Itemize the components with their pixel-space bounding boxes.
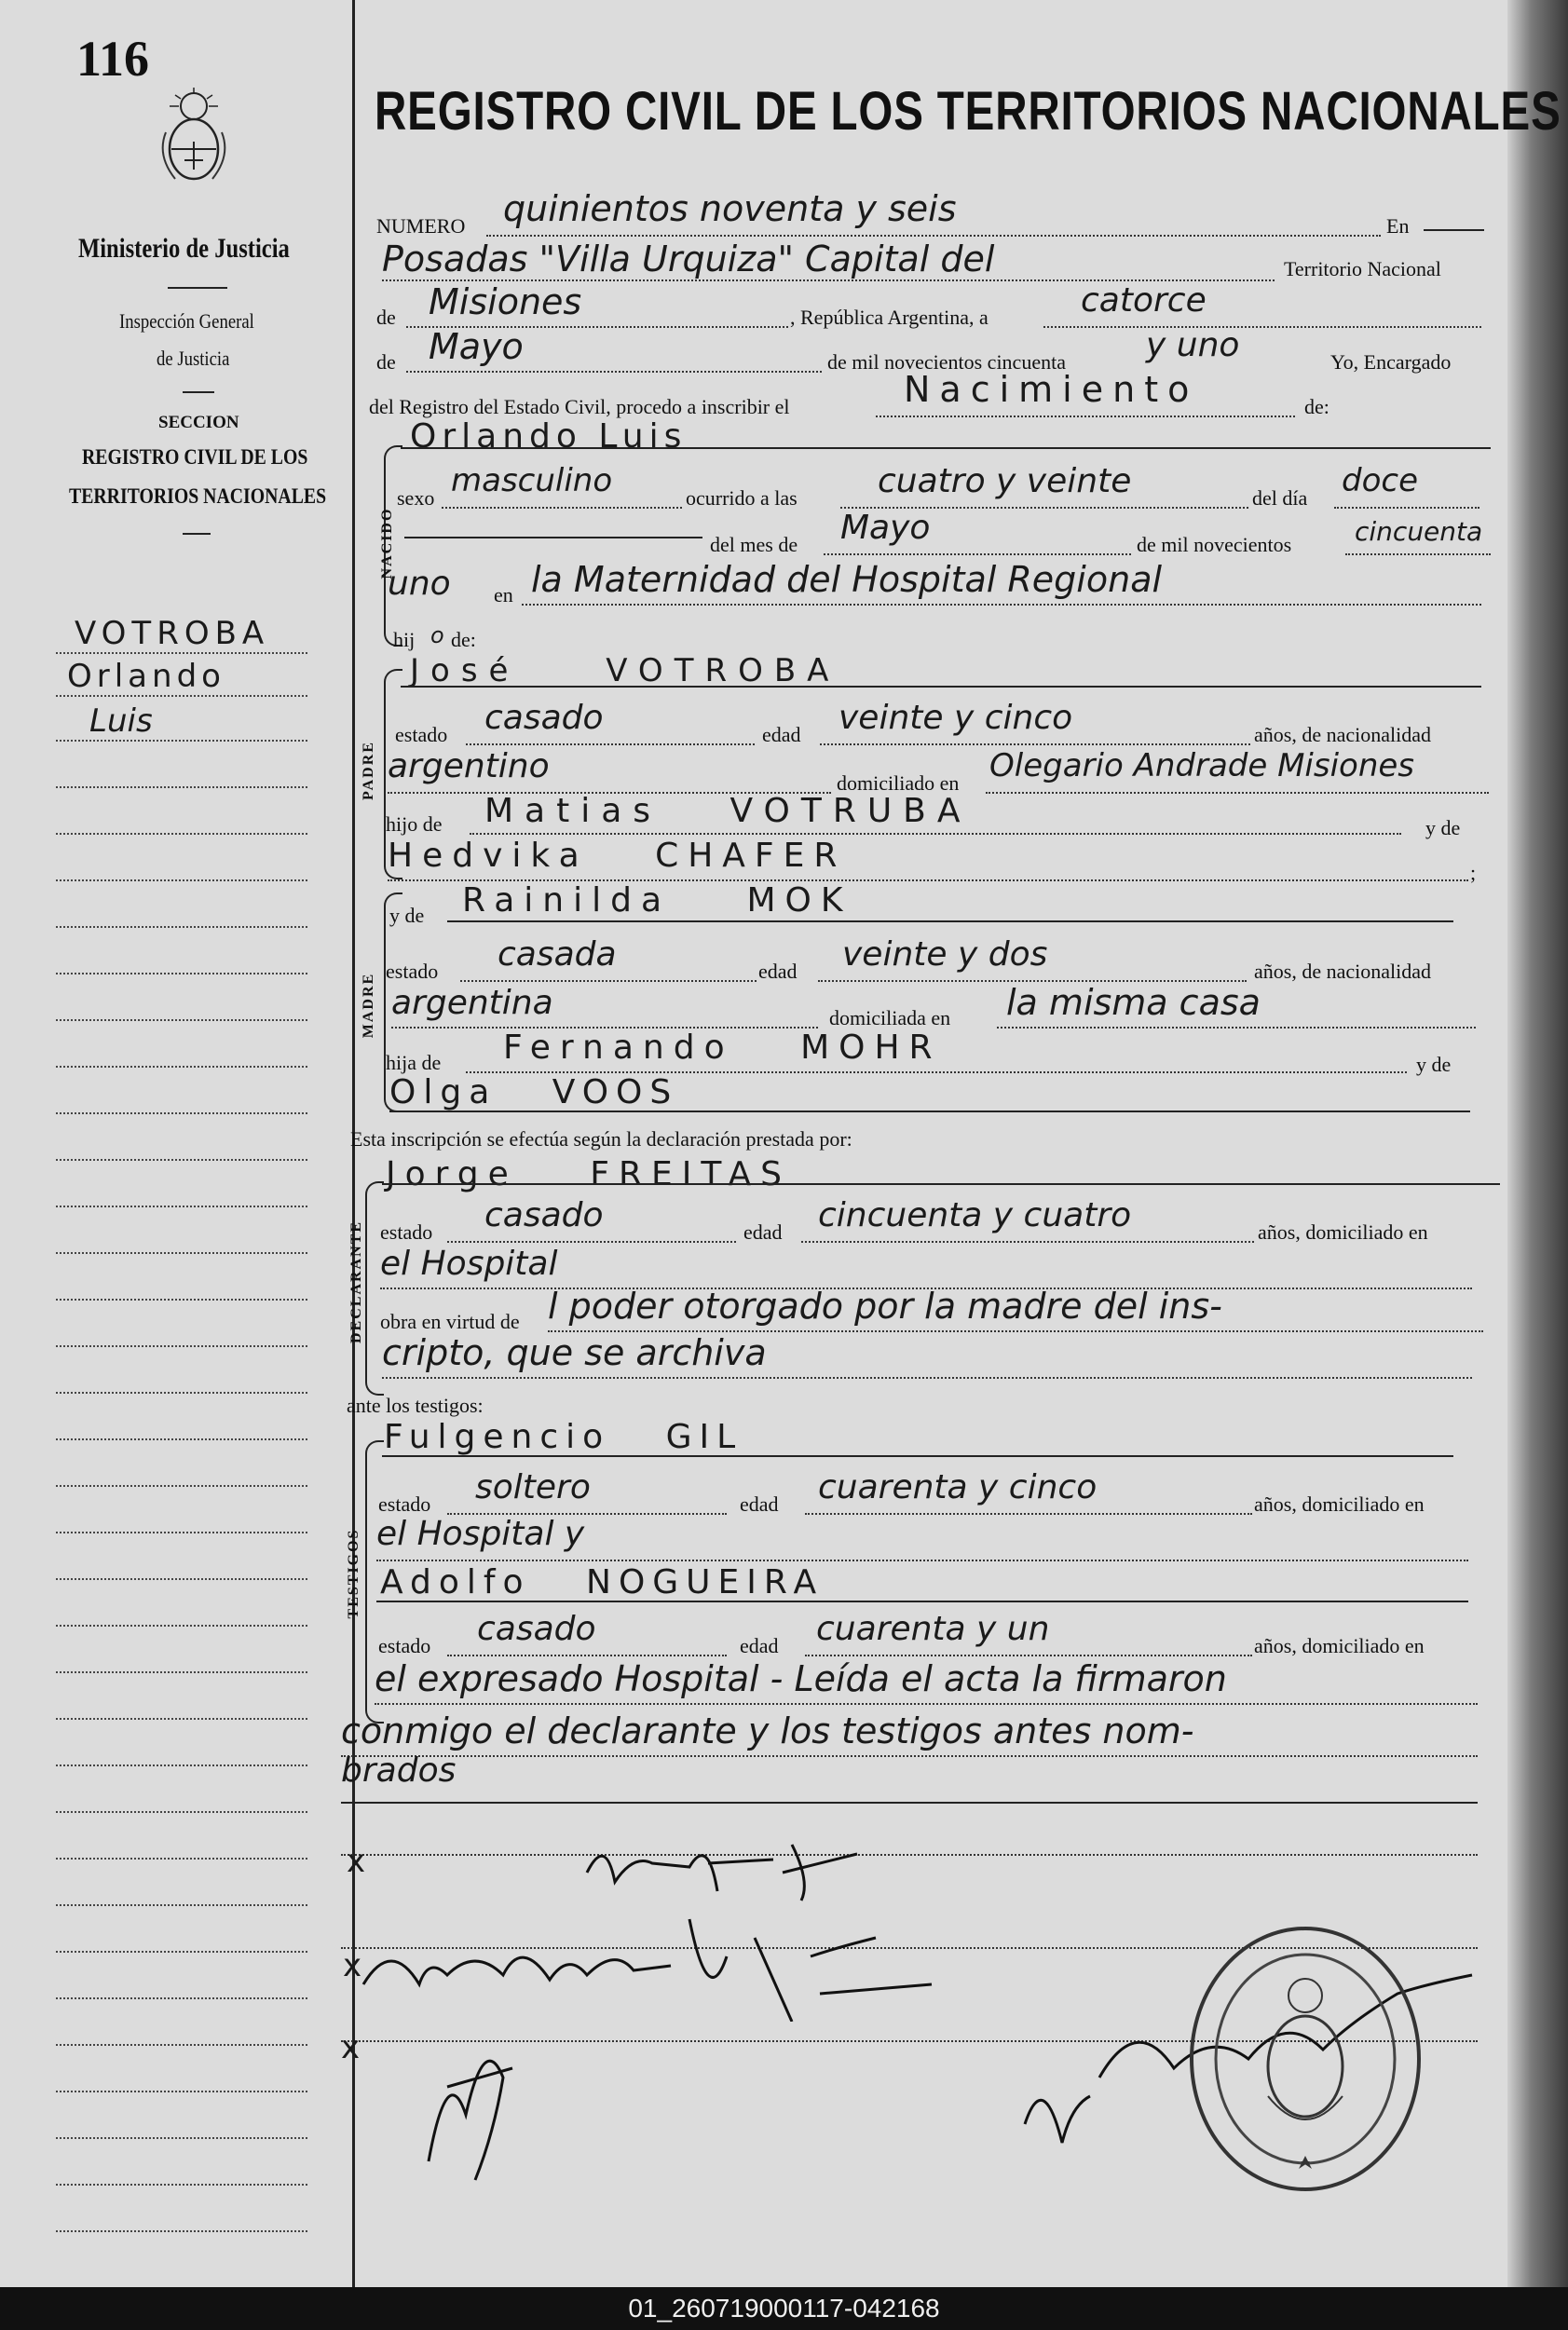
t2-edad-label: edad [740, 1634, 779, 1657]
padre-estado-label: estado [395, 723, 448, 746]
signature-testigo-2 [391, 2003, 540, 2189]
sig-mark-1: x [347, 1843, 366, 1880]
nacido-name: Orlando Luis [410, 417, 688, 456]
obra-value-2: cripto, que se archiva [382, 1332, 767, 1373]
padre-yde: y de [1425, 816, 1461, 839]
t1-edad-label: edad [740, 1492, 779, 1516]
signature-declarante [578, 1826, 876, 1910]
testigos-label: ante los testigos: [347, 1394, 484, 1417]
margin-ruled-line [56, 1671, 307, 1673]
t1-estado: soltero [475, 1468, 591, 1506]
declarante-name: Jorge FREITAS [386, 1155, 792, 1193]
margin-given-name: Orlando [67, 658, 225, 695]
t1-domicilio: el Hospital y [376, 1515, 585, 1553]
margin-ruled-line [56, 695, 307, 697]
obra-value: l poder otorgado por la madre del ins- [548, 1286, 1222, 1327]
declarante-estado: casado [484, 1196, 604, 1234]
margin-surname: VOTROBA [75, 615, 270, 652]
nac-dia-value: doce [1342, 462, 1418, 499]
margin-ruled-line [56, 1625, 307, 1627]
margin-given-name-2: Luis [89, 702, 153, 740]
padre-edad-label: edad [762, 723, 801, 746]
inspection-rule [183, 391, 214, 393]
padre-side-label: PADRE [361, 741, 376, 800]
t1-dom-line [376, 1560, 1468, 1561]
declarante-dom-label: años, domiciliado en [1258, 1220, 1428, 1244]
acto-line [876, 416, 1295, 417]
padre-nacionalidad: argentino [388, 747, 550, 785]
margin-ruled-line [56, 2091, 307, 2092]
sig-rule-1 [341, 1854, 1478, 1856]
margin-ruled-line [56, 1811, 307, 1813]
declaracion-label: Esta inscripción se efectúa según la declaración prestada por: [350, 1127, 852, 1151]
madre-nacionalidad: argentina [391, 984, 553, 1022]
hijo-label: hij [393, 628, 416, 651]
t2-name-line [376, 1601, 1468, 1602]
ministry-rule [168, 287, 227, 289]
numero-line [486, 235, 1381, 237]
madre-name: Rainilda MOK [462, 881, 852, 920]
padre-madre: Hedvika CHAFER [388, 837, 847, 875]
mil-novecientos-label: de mil novecientos cincuenta [827, 350, 1066, 374]
footer-id: 01_260719000117-042168 [0, 2287, 1568, 2330]
t2-estado-label: estado [378, 1634, 431, 1657]
margin-ruled-line [56, 1345, 307, 1347]
numero-value: quinientos noventa y seis [503, 188, 957, 229]
nac-dia-line [1334, 507, 1479, 509]
nacido-name-line [401, 447, 1491, 449]
mes-value: Mayo [429, 326, 524, 367]
margin-ruled-line [56, 1206, 307, 1207]
margin-ruled-line [56, 833, 307, 835]
sexo-value: masculino [451, 462, 613, 499]
padre-estado-line [466, 743, 755, 745]
declarante-estado-label: estado [380, 1220, 433, 1244]
t2-dom-label: años, domiciliado en [1254, 1634, 1425, 1657]
inspection-label-2: de Justicia [157, 347, 230, 370]
lugar-value: Posadas "Villa Urquiza" Capital del [382, 238, 995, 279]
padre-padre: Matias VOTRUBA [484, 792, 972, 830]
inspection-label-1: Inspección General [119, 309, 254, 333]
nac-lugar-line [522, 604, 1481, 606]
declarante-edad-line [801, 1241, 1254, 1243]
padre-hijo-label: hijo de [386, 812, 443, 836]
declarante-estado-line [447, 1241, 736, 1243]
padre-semi: ; [1470, 861, 1477, 884]
section-label-2: REGISTRO CIVIL DE LOS [82, 445, 308, 469]
de2-label: de [376, 350, 396, 374]
madre-padre: Fernando MOHR [503, 1029, 942, 1067]
declarante-name-line [382, 1183, 1500, 1185]
sig-mark-3: x [341, 2029, 361, 2066]
section-label: SECCION [158, 413, 239, 432]
padre-padre-line [470, 833, 1401, 835]
document-title: REGISTRO CIVIL DE LOS TERRITORIOS NACIONALES [375, 81, 1561, 142]
territorio-label: Territorio Nacional [1284, 257, 1441, 280]
mes-line [406, 371, 822, 373]
del-dia-label: del día [1252, 486, 1308, 510]
en-label: En [1386, 214, 1410, 238]
margin-ruled-line [56, 926, 307, 928]
madre-estado-line [460, 980, 757, 982]
nac-lugar-value: la Maternidad del Hospital Regional [531, 559, 1163, 600]
madre-dom-label: domiciliada en [829, 1006, 951, 1029]
closing-line-2-rule [341, 1802, 1478, 1804]
margin-ruled-line [56, 1392, 307, 1394]
numero-label: NUMERO [376, 214, 466, 238]
margin-ruled-line [56, 786, 307, 788]
padre-name-line [401, 686, 1481, 688]
nac-anio2-value: uno [388, 565, 451, 603]
t1-edad: cuarenta y cinco [818, 1468, 1098, 1506]
margin-ruled-line [56, 2230, 307, 2232]
section-label-3: TERRITORIOS NACIONALES [69, 484, 327, 508]
madre-domicilio: la misma casa [1006, 982, 1261, 1023]
margin-ruled-line [56, 1066, 307, 1068]
madre-madre-line [389, 1110, 1470, 1112]
padre-dom-line [986, 792, 1489, 794]
margin-ruled-line [56, 1718, 307, 1720]
madre-edad-label: edad [758, 960, 798, 983]
de3-label: de: [1304, 395, 1329, 418]
dia-value: catorce [1081, 281, 1207, 320]
madre-dom-line [997, 1027, 1476, 1029]
declarante-edad-label: edad [743, 1220, 783, 1244]
section-rule [183, 533, 211, 535]
ocurrido-label: ocurrido a las [686, 486, 798, 510]
margin-ruled-line [56, 1765, 307, 1766]
madre-nac-label: años, de nacionalidad [1254, 960, 1431, 983]
territorio-value: Misiones [429, 281, 582, 322]
sig-mark-2: x [343, 1947, 362, 1984]
nac-mes-value: Mayo [840, 509, 931, 547]
declarante-edad: cincuenta y cuatro [818, 1196, 1132, 1234]
declarante-side-label: DECLARANTE [348, 1220, 364, 1343]
margin-ruled-line [56, 1951, 307, 1953]
nac-anio-value: cincuenta [1355, 516, 1483, 547]
madre-estado: casada [498, 935, 617, 974]
closing-line-1-rule [341, 1755, 1478, 1757]
madre-side-label: MADRE [361, 972, 376, 1039]
margin-ruled-line [56, 1252, 307, 1254]
coat-of-arms-icon [157, 86, 231, 188]
t2-estado: casado [477, 1610, 596, 1648]
official-seal-icon [1179, 1919, 1431, 2199]
t1-edad-line [805, 1513, 1252, 1515]
nacido-side-label: NACIDO [379, 507, 395, 579]
ministry-label: Ministerio de Justicia [78, 233, 290, 264]
padre-edad: veinte y cinco [839, 699, 1073, 737]
t2-dom-line [375, 1703, 1478, 1705]
margin-ruled-line [56, 1578, 307, 1580]
margin-ruled-line [56, 1112, 307, 1114]
margin-ruled-line [56, 1019, 307, 1021]
margin-ruled-line [56, 652, 307, 654]
margin-ruled-line [56, 740, 307, 742]
nac-en-label: en [494, 583, 513, 606]
margin-ruled-line [56, 1532, 307, 1533]
hijo-de-label: de: [451, 628, 476, 651]
en-rule [1424, 229, 1484, 231]
hijo-value: o [430, 622, 444, 648]
t1-estado-label: estado [378, 1492, 431, 1516]
margin-ruled-line [56, 2137, 307, 2139]
declarante-domicilio: el Hospital [380, 1245, 558, 1283]
t2-name: Adolfo NOGUEIRA [380, 1563, 825, 1601]
margin-ruled-line [56, 879, 307, 881]
padre-name: José VOTROBA [410, 652, 840, 689]
page-number: 116 [76, 31, 150, 87]
madre-hija-label: hija de [386, 1051, 442, 1074]
nac-mes-line [824, 553, 1131, 555]
margin-ruled-line [56, 2184, 307, 2186]
yo-label: Yo, Encargado [1330, 350, 1452, 374]
obra-label: obra en virtud de [380, 1310, 520, 1333]
padre-edad-line [820, 743, 1250, 745]
registro-label: del Registro del Estado Civil, procedo a inscribir el [369, 395, 790, 418]
margin-ruled-line [56, 973, 307, 974]
hora-value: cuatro y veinte [878, 462, 1132, 500]
t2-estado-line [447, 1655, 727, 1656]
madre-madre: Olga VOOS [389, 1073, 679, 1111]
t2-domicilio: el expresado Hospital - Leída el acta la firmaron [375, 1658, 1227, 1699]
margin-ruled-line [56, 1997, 307, 1999]
madre-name-line [447, 920, 1453, 922]
padre-estado: casado [484, 699, 604, 737]
margin-ruled-line [56, 2044, 307, 2046]
dia-line [1043, 326, 1481, 328]
sexo-line [442, 507, 682, 509]
t2-edad-line [805, 1655, 1252, 1656]
t1-name: Fulgencio GIL [384, 1418, 743, 1456]
madre-edad: veinte y dos [842, 935, 1048, 974]
acto-value: Nacimiento [904, 369, 1199, 410]
t1-name-line [382, 1455, 1453, 1457]
padre-domicilio: Olegario Andrade Misiones [989, 747, 1415, 784]
madre-yde2: y de [1416, 1053, 1452, 1076]
de-label: de [376, 306, 396, 329]
margin-ruled-line [56, 1299, 307, 1301]
margin-ruled-line [56, 1858, 307, 1860]
margin-ruled-line [56, 1438, 307, 1440]
mes-pre-line [404, 537, 702, 538]
sexo-label: sexo [397, 486, 435, 510]
republica-label: , República Argentina, a [790, 306, 989, 329]
margin-ruled-line [56, 1485, 307, 1487]
madre-estado-label: estado [386, 960, 439, 983]
nac-anio-line [1345, 553, 1491, 555]
nac-anio-label: de mil novecientos [1137, 533, 1292, 556]
padre-nac-label: años, de nacionalidad [1254, 723, 1431, 746]
margin-ruled-line [56, 1904, 307, 1906]
margin-ruled-line [56, 1159, 307, 1161]
madre-yde-label: y de [389, 904, 425, 927]
testigos-side-label: TESTIGOS [346, 1528, 361, 1619]
closing-line-1: conmigo el declarante y los testigos antes nom- [341, 1710, 1194, 1751]
obra-line-2 [382, 1377, 1472, 1379]
t1-dom-label: años, domiciliado en [1254, 1492, 1425, 1516]
closing-line-2: brados [341, 1751, 457, 1790]
page-edge [1507, 0, 1568, 2287]
t2-edad: cuarenta y un [816, 1610, 1050, 1648]
anio-value: y uno [1146, 326, 1240, 364]
nac-mes-label: del mes de [710, 533, 798, 556]
padre-dom-label: domiciliado en [837, 771, 960, 795]
